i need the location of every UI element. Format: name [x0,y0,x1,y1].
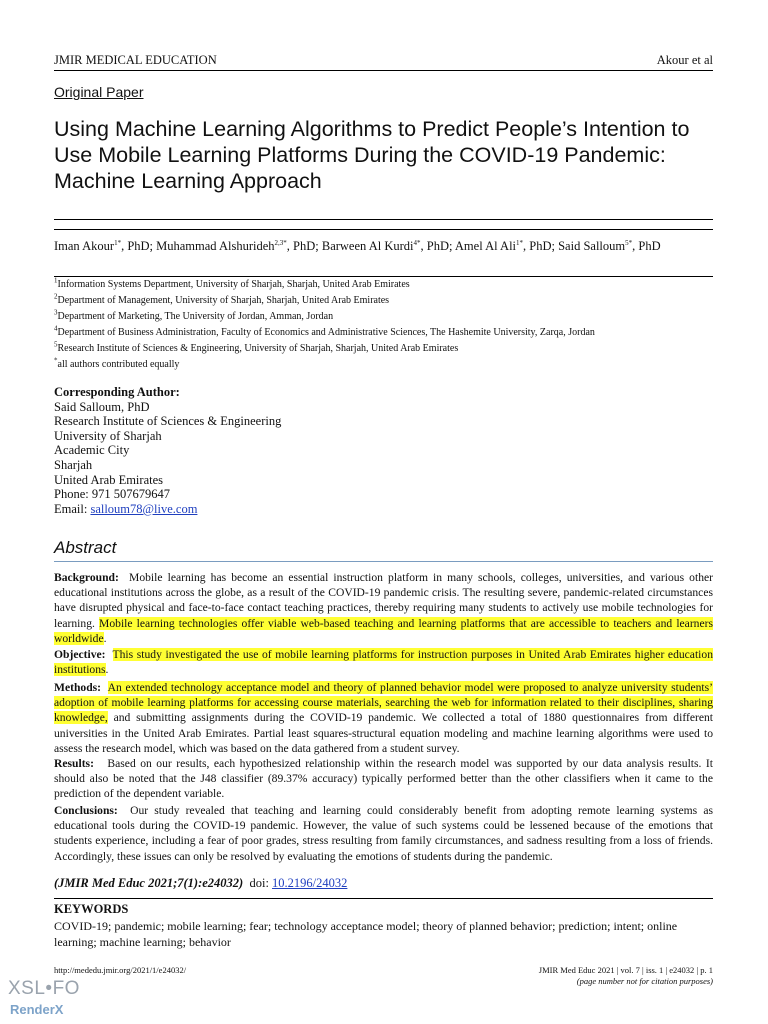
footer-url: http://mededu.jmir.org/2021/1/e24032/ [54,965,187,975]
author: Iman Akour$^{1*}$, PhD; [54,238,157,253]
footer-note: (page number not for citation purposes) [576,976,713,986]
corresponding-line: Said Salloum, PhD [54,399,150,414]
corresponding-line: United Arab Emirates [54,472,163,487]
author: Said Salloum$^{5*}$, PhD [558,238,661,253]
title-rule-top [54,219,713,220]
author: Muhammad Alshurideh$^{2,3*}$, PhD; [156,238,322,253]
keywords-heading: KEYWORDS [54,902,129,916]
author-rule [54,276,713,277]
renderx-logo: RenderX [10,1002,64,1017]
doi-link[interactable]: 10.2196/24032 [272,876,348,890]
citation: (JMIR Med Educ 2021;7(1):e24032) doi: 10.2196/24032 [54,876,348,890]
running-author: Akour et al [656,53,713,67]
corresponding-line: Academic City [54,443,130,458]
abstract-results: Results: Based on our results, each hypothesized relationship within the research model was supported by our data analysis results. It should also be noted that the J48 classifier (89.37% accuracy) typically performed better than the other classifiers when it came to the prediction of the dependent variable. [54,757,713,801]
corresponding-email-line: Email: salloum78@live.com [54,501,198,516]
corresponding-line: Research Institute of Sciences & Engineering [54,414,282,429]
abstract-rule [54,561,713,562]
corresponding-line: Sharjah [54,457,93,472]
paper-title: Using Machine Learning Algorithms to Predict People’s Intention to Use Mobile Learning Platforms During the COVID-19 Pandemic: Machine Learning Approach [54,117,690,193]
header-rule [54,70,713,71]
abstract-conclusions: Conclusions: Our study revealed that teaching and learning could considerably benefit from adopting remote learning systems as educational tools during the COVID-19 pandemic. However, the value of such systems could be lessened because of the emotions that students experience, including a fear of poor grades, stress resulting from family circumstances, and sadness resulting from a loss of friends. Accordingly, these issues can only be resolved by evaluating the emotions of students during the pandemic. [54,804,713,863]
author-list [54,238,716,254]
title-rule-bottom [54,229,713,230]
article-type: Original Paper [54,84,144,100]
abstract-methods: Methods: An extended technology acceptance model and theory of planned behavior model were proposed to analyze university students’ adoption of mobile learning platforms for accessing course materials, searching the web for information related to their disciplines, sharing knowledge, and submitting assignments during the COVID-19 pandemic. We collected a total of 1880 questionnaires from different universities in the United Arab Emirates. Partial least squares-structural equation modeling and machine learning algorithms were used to assess the research model, which was based on the data gathered from a student survey. [54,681,714,755]
affiliation: $^5$Research Institute of Sciences & Engineering, University of Sharjah, Sharjah, United Arab Emirates [54,340,459,354]
affiliation: $^4$Department of Business Administration, Faculty of Economics and Administrative Sciences, The Hashemite University, Zarqa, Jordan [54,324,595,338]
author: Amel Al Ali$^{1*}$, PhD; [454,238,559,253]
corresponding-author [54,385,554,516]
footer-volume: JMIR Med Educ 2021 | vol. 7 | iss. 1 | e24032 | p. 1 [538,965,713,975]
keywords-text: COVID-19; pandemic; mobile learning; fear; technology acceptance model; theory of planned behavior; prediction; intent; online learning; machine learning; behavior [54,919,678,949]
email-link[interactable]: salloum78@live.com [90,501,198,516]
abstract-background: Background: Mobile learning has become an essential instruction platform in many schools, colleges, universities, and various other educational institutions across the globe, as a result of the COVID-19 pandemic crisis. The resulting severe, pandemic-related circumstances have disrupted physical and face-to-face contact teaching practices, thereby requiring many students to actively use mobile technologies for learning. Mobile learning technologies offer viable web-based teaching and learning platforms that are accessible to teachers and learners worldwide. [54,571,714,645]
affiliation: $^3$Department of Marketing, The University of Jordan, Amman, Jordan [54,308,334,322]
abstract-objective: Objective: This study investigated the use of mobile learning platforms for instruction purposes in United Arab Emirates higher education institutions. [54,648,713,677]
author: Barween Al Kurdi$^{4*}$, PhD; [321,238,455,253]
affiliation: $^2$Department of Management, University of Sharjah, Sharjah, United Arab Emirates [54,292,390,306]
xslfo-logo: XSL•FO [8,978,80,999]
corresponding-heading: Corresponding Author: [54,385,180,399]
affiliation: *all authors contributed equally [54,356,180,370]
journal-name: JMIR MEDICAL EDUCATION [54,53,217,67]
abstract-heading: Abstract [54,538,117,557]
corresponding-line: University of Sharjah [54,428,162,443]
corresponding-line: Phone: 971 507679647 [54,487,170,502]
keywords-rule [54,898,713,899]
affiliation: $^1$Information Systems Department, University of Sharjah, Sharjah, United Arab Emirates [54,276,410,290]
